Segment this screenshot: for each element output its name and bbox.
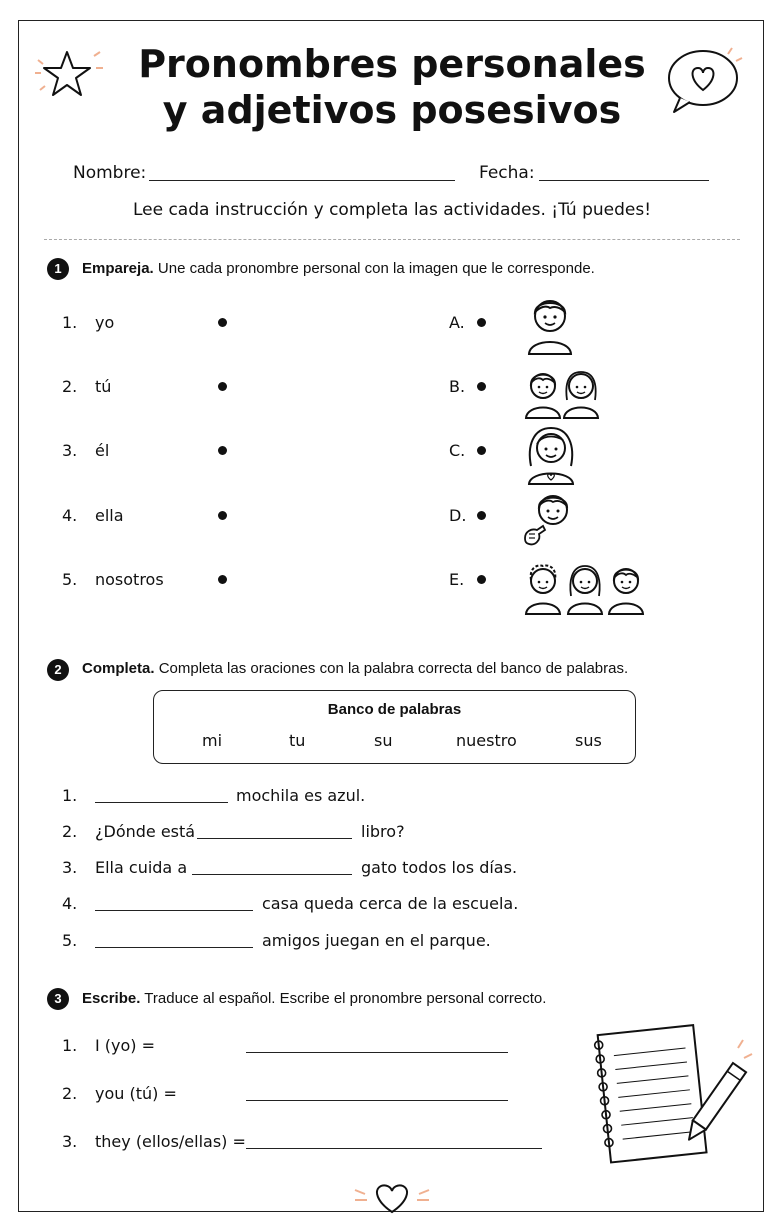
match-left-dot[interactable] xyxy=(218,446,227,455)
section1-number: 1 xyxy=(47,258,69,280)
sentence-after: libro? xyxy=(361,822,405,841)
translate-num: 2. xyxy=(62,1084,78,1103)
translate-prompt: I (yo) = xyxy=(95,1036,156,1055)
word-bank-word: mi xyxy=(202,731,223,750)
word-bank-word: sus xyxy=(575,731,602,750)
sentence-blank[interactable] xyxy=(95,802,228,803)
translate-num: 1. xyxy=(62,1036,78,1055)
match-right-dot[interactable] xyxy=(477,511,486,520)
match-left-dot[interactable] xyxy=(218,575,227,584)
section2-heading xyxy=(82,660,628,677)
match-right-letter: D. xyxy=(449,506,467,525)
match-right-letter: A. xyxy=(449,313,465,332)
name-label: Nombre: xyxy=(73,163,147,183)
sentence-blank[interactable] xyxy=(95,947,253,948)
match-left-word: tú xyxy=(95,377,112,396)
translate-prompt: they (ellos/ellas) = xyxy=(95,1132,246,1151)
sentence-before: Ella cuida a xyxy=(95,858,188,877)
boy-pointing-icon xyxy=(521,488,581,550)
three-kids-icon xyxy=(523,560,647,616)
section3-heading xyxy=(82,990,546,1007)
sentence-num: 2. xyxy=(62,822,78,841)
sentence-after: amigos juegan en el parque. xyxy=(262,931,491,950)
match-left-dot[interactable] xyxy=(218,382,227,391)
heart-icon xyxy=(347,1178,437,1218)
boy-icon xyxy=(524,294,576,356)
match-right-dot[interactable] xyxy=(477,575,486,584)
section1-text: Une cada pronombre personal con la imagen que le corresponde. xyxy=(157,260,595,277)
two-kids-icon xyxy=(523,366,603,420)
section3-text: Traduce al español. Escribe el pronombre personal correcto. xyxy=(144,990,547,1007)
sentence-after: mochila es azul. xyxy=(236,786,366,805)
section1-title: Empareja. xyxy=(82,260,154,277)
translate-answer[interactable] xyxy=(246,1148,542,1149)
sentence-blank[interactable] xyxy=(95,910,253,911)
section1-heading xyxy=(82,260,595,277)
section2-title: Completa. xyxy=(82,660,155,677)
sentence-before: ¿Dónde está xyxy=(95,822,196,841)
date-label: Fecha: xyxy=(479,163,535,183)
page-title-line1: Pronombres personales xyxy=(138,42,646,86)
match-left-num: 2. xyxy=(62,377,78,396)
translate-answer[interactable] xyxy=(246,1052,508,1053)
sentence-num: 5. xyxy=(62,931,78,950)
sentence-num: 3. xyxy=(62,858,78,877)
date-field[interactable] xyxy=(539,180,709,181)
translate-answer[interactable] xyxy=(246,1100,508,1101)
section2-text: Completa las oraciones con la palabra correcta del banco de palabras. xyxy=(158,660,629,677)
section2-number: 2 xyxy=(47,659,69,681)
sentence-after: casa queda cerca de la escuela. xyxy=(262,894,519,913)
word-bank-title: Banco de palabras xyxy=(327,701,462,718)
match-right-dot[interactable] xyxy=(477,318,486,327)
match-left-num: 3. xyxy=(62,441,78,460)
translate-prompt: you (tú) = xyxy=(95,1084,177,1103)
word-bank xyxy=(153,690,636,764)
instruction-text: Lee cada instrucción y completa las actividades. ¡Tú puedes! xyxy=(132,200,652,220)
divider xyxy=(44,239,740,240)
match-right-dot[interactable] xyxy=(477,446,486,455)
section3-number: 3 xyxy=(47,988,69,1010)
sentence-num: 4. xyxy=(62,894,78,913)
match-right-letter: E. xyxy=(449,570,465,589)
translate-num: 3. xyxy=(62,1132,78,1151)
word-bank-word: su xyxy=(374,731,393,750)
match-right-dot[interactable] xyxy=(477,382,486,391)
name-field[interactable] xyxy=(149,180,455,181)
match-left-dot[interactable] xyxy=(218,511,227,520)
word-bank-word: nuestro xyxy=(456,731,517,750)
match-left-word: nosotros xyxy=(95,570,164,589)
match-left-word: él xyxy=(95,441,110,460)
match-left-word: ella xyxy=(95,506,124,525)
word-bank-word: tu xyxy=(289,731,306,750)
notebook-pencil-icon xyxy=(590,1018,755,1168)
girl-icon xyxy=(523,424,579,486)
match-left-word: yo xyxy=(95,313,115,332)
match-right-letter: C. xyxy=(449,441,466,460)
match-left-num: 5. xyxy=(62,570,78,589)
match-right-letter: B. xyxy=(449,377,466,396)
sentence-num: 1. xyxy=(62,786,78,805)
page-title-line2: y adjetivos posesivos xyxy=(162,88,622,132)
section3-title: Escribe. xyxy=(82,990,141,1007)
match-left-num: 1. xyxy=(62,313,78,332)
sentence-after: gato todos los días. xyxy=(361,858,518,877)
sentence-blank[interactable] xyxy=(197,838,352,839)
match-left-num: 4. xyxy=(62,506,78,525)
match-left-dot[interactable] xyxy=(218,318,227,327)
sentence-blank[interactable] xyxy=(192,874,352,875)
